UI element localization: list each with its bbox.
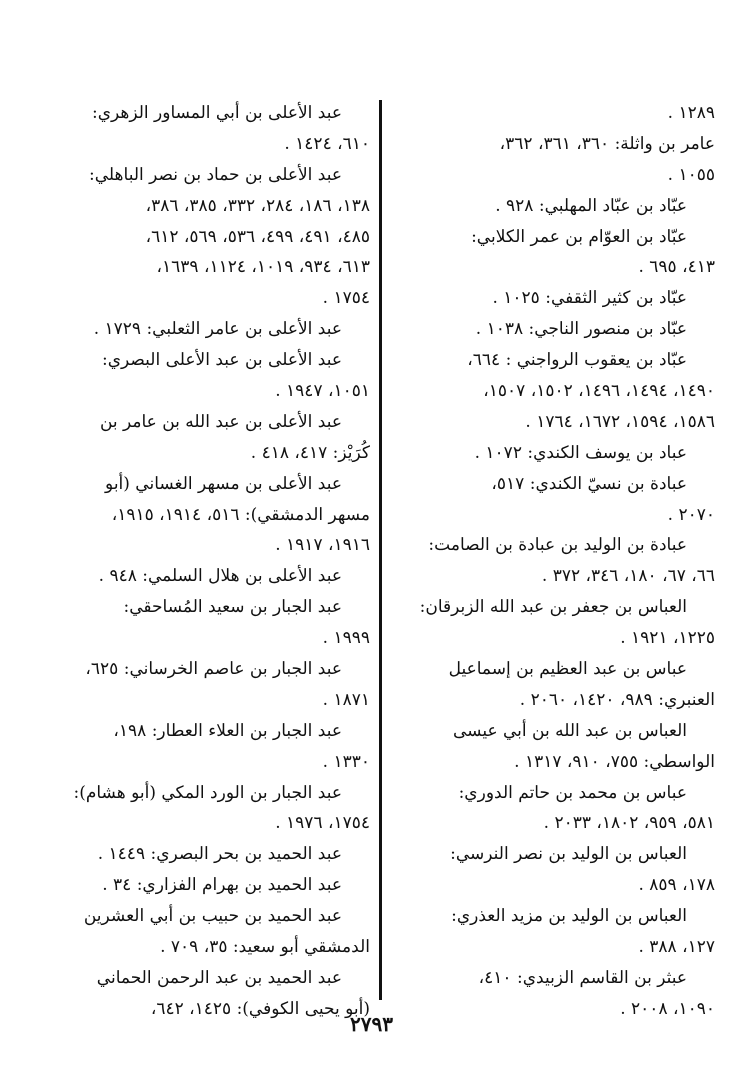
index-entry-line: الواسطي: ٧٥٥، ٩١٠، ١٣١٧ .: [514, 751, 715, 772]
index-entry-line: ١٩١٦، ١٩١٧ .: [275, 535, 370, 556]
left-column: [73, 98, 370, 1025]
index-entry-line: ١٣٨، ١٨٦، ٢٨٤، ٣٣٢، ٣٨٥، ٣٨٦،: [145, 195, 370, 216]
index-entry-line: ٤٨٥، ٤٩١، ٤٩٩، ٥٣٦، ٥٦٩، ٦١٢،: [145, 226, 370, 247]
index-entry-line: عبد الحميد بن حبيب بن أبي العشرين: [83, 906, 342, 927]
index-entry-line: الدمشقي أبو سعيد: ٣٥، ٧٠٩ .: [160, 937, 370, 958]
index-entry-line: ٥٨١، ٩٥٩، ١٨٠٢، ٢٠٣٣ .: [543, 813, 715, 834]
index-entry-line: العباس بن الوليد بن نصر النرسي:: [450, 844, 687, 865]
index-entry-line: ١٧٨، ٨٥٩ .: [638, 875, 715, 896]
index-entry-line: عباس بن محمد بن حاتم الدوري:: [458, 782, 687, 803]
index-entry-line: عبد الأعلى بن عبد الأعلى البصري:: [102, 350, 342, 371]
index-entry-line: ١٣٣٠ .: [322, 751, 370, 772]
index-entry-line: (أبو يحيى الكوفي): ١٤٢٥، ٦٤٢،: [150, 998, 370, 1019]
index-entry-line: كُرَيْز: ٤١٧، ٤١٨ .: [250, 442, 370, 463]
index-entry-line: عبد الجبار بن عاصم الخرساني: ٦٢٥،: [85, 659, 342, 680]
index-entry-line: عبد الجبار بن العلاء العطار: ١٩٨،: [113, 720, 342, 741]
index-entry-line: عبد الحميد بن بهرام الفزاري: ٣٤ .: [102, 875, 342, 896]
index-entry-line: عبّاد بن العوّام بن عمر الكلابي:: [471, 226, 687, 247]
index-entry-line: عبّاد بن منصور الناجي: ١٠٣٨ .: [475, 319, 687, 340]
index-entry-line: ١٢٧، ٣٨٨ .: [638, 937, 715, 958]
index-entry-line: عبد الأعلى بن أبي المساور الزهري:: [91, 103, 342, 123]
index-entry-line: مسهر الدمشقي): ٥١٦، ١٩١٤، ١٩١٥،: [111, 504, 370, 525]
page-number: ٢٧٩٣: [350, 1012, 393, 1036]
index-entry-line: ١٠٩٠، ٢٠٠٨ .: [620, 998, 715, 1019]
index-entry-line: ١٢٨٩ .: [667, 103, 715, 123]
index-entry-line: عبد الحميد بن عبد الرحمن الحماني: [96, 967, 342, 988]
index-entry-line: عبد الجبار بن الورد المكي (أبو هشام):: [73, 782, 342, 803]
index-entry-line: عبّاد بن عبّاد المهلبي: ٩٢٨ .: [495, 195, 687, 216]
index-entry-line: عامر بن واثلة: ٣٦٠، ٣٦١، ٣٦٢،: [499, 133, 715, 154]
index-entry-line: عبّاد بن يعقوب الرواجني : ٦٦٤،: [467, 350, 687, 371]
index-entry-line: عبد الأعلى بن مسهر الغساني (أبو: [105, 473, 342, 494]
index-entry-line: عبد الأعلى بن حماد بن نصر الباهلي:: [89, 164, 342, 185]
index-entry-line: ١٢٢٥، ١٩٢١ .: [620, 628, 715, 649]
index-entry-line: عبثر بن القاسم الزبيدي: ٤١٠،: [478, 967, 687, 988]
index-entry-line: عبادة بن الوليد بن عبادة بن الصامت:: [428, 535, 687, 556]
index-entry-line: العباس بن الوليد بن مزيد العذري:: [451, 906, 687, 927]
index-entry-line: ٤١٣، ٦٩٥ .: [638, 257, 715, 278]
index-entry-line: ١٥٨٦، ١٥٩٤، ١٦٧٢، ١٧٦٤ .: [525, 411, 715, 432]
index-entry-line: ٢٠٧٠ .: [667, 504, 715, 525]
index-entry-line: العباس بن عبد الله بن أبي عيسى: [452, 720, 687, 741]
index-entry-line: عبادة بن نسيّ الكندي: ٥١٧،: [491, 473, 687, 494]
index-entry-line: ٦١٠، ١٤٢٤ .: [284, 133, 370, 154]
index-entry-line: عباس بن عبد العظيم بن إسماعيل: [448, 659, 687, 680]
index-entry-line: عبد الجبار بن سعيد المُساحقي:: [123, 597, 342, 618]
column-divider: [379, 100, 382, 1000]
index-entry-line: ١٨٧١ .: [322, 689, 370, 710]
index-entry-line: عباد بن يوسف الكندي: ١٠٧٢ .: [474, 442, 687, 463]
index-entry-line: عبد الحميد بن بحر البصري: ١٤٤٩ .: [97, 844, 342, 865]
index-entry-line: ١٠٥١، ١٩٤٧ .: [275, 381, 370, 402]
index-entry-line: ١٧٥٤، ١٩٧٦ .: [275, 813, 370, 834]
index-entry-line: ١٤٩٠، ١٤٩٤، ١٤٩٦، ١٥٠٢، ١٥٠٧،: [483, 381, 715, 402]
index-entry-line: ١٧٥٤ .: [322, 288, 370, 309]
index-entry-line: ٦١٣، ٩٣٤، ١٠١٩، ١١٢٤، ١٦٣٩،: [156, 257, 370, 278]
index-entry-line: العنبري: ٩٨٩، ١٤٢٠، ٢٠٦٠ .: [519, 689, 715, 710]
index-entry-line: عبّاد بن كثير الثقفي: ١٠٢٥ .: [492, 288, 687, 309]
right-column: [385, 98, 715, 1025]
index-entry-line: عبد الأعلى بن عبد الله بن عامر بن: [99, 411, 342, 432]
index-entry-line: عبد الأعلى بن عامر الثعلبي: ١٧٢٩ .: [93, 319, 342, 340]
index-entry-line: ٦٦، ٦٧، ١٨٠، ٣٤٦، ٣٧٢ .: [541, 566, 715, 587]
index-entry-line: عبد الأعلى بن هلال السلمي: ٩٤٨ .: [98, 566, 342, 587]
index-entry-line: ١٩٩٩ .: [322, 628, 370, 649]
index-entry-line: العباس بن جعفر بن عبد الله الزبرقان:: [419, 597, 687, 618]
index-entry-line: ١٠٥٥ .: [667, 164, 715, 185]
